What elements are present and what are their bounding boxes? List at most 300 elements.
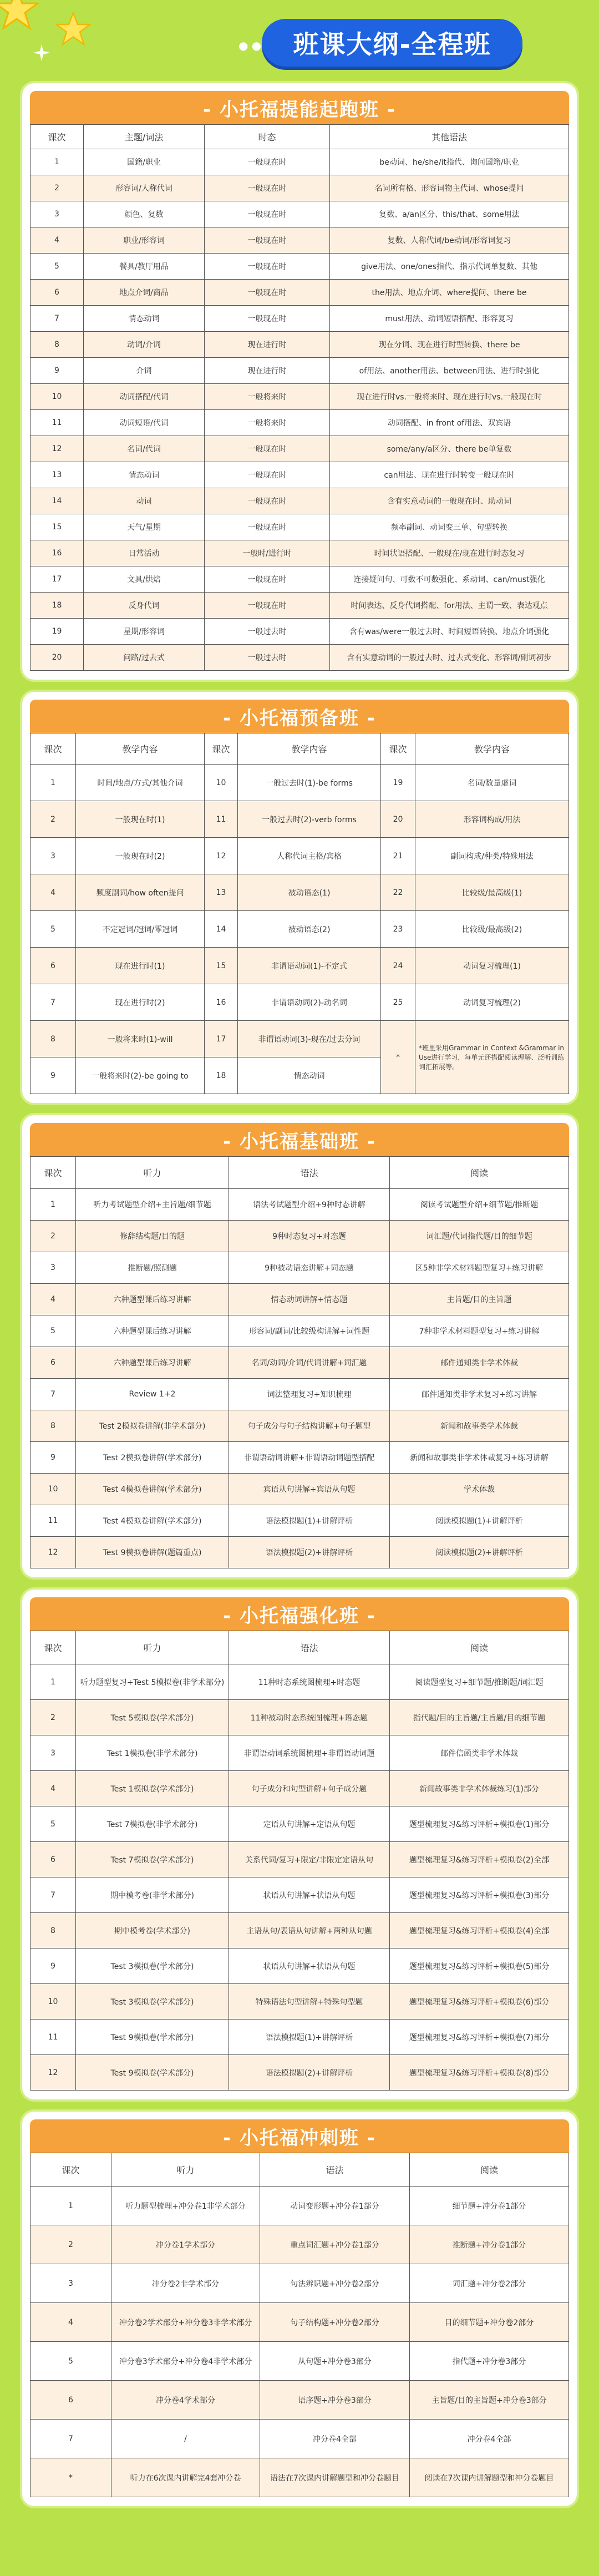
table-cell: 冲分卷3学术部分+冲分卷4非学术部分 (111, 2342, 260, 2381)
table-cell: 题型梳理复习&练习评析+模拟卷(1)部分 (390, 1806, 569, 1842)
table-cell: 副词构成/种类/特殊用法 (415, 838, 569, 874)
table-cell: 冲分卷2学术部分+冲分卷3非学术部分 (111, 2303, 260, 2342)
table-cell: 7 (31, 1877, 76, 1913)
table-cell: 重点词汇题+冲分卷1部分 (260, 2225, 410, 2264)
table-cell: 情态动词 (84, 462, 205, 488)
table-cell: 8 (31, 1913, 76, 1949)
table-cell: 3 (31, 1252, 76, 1284)
table-cell: 语法在7次课内讲解题型和冲分卷题目 (260, 2458, 410, 2497)
table-cell: 修辞结构题/目的题 (76, 1221, 229, 1252)
table-row (31, 306, 569, 332)
table-cell: 听力考试题型介绍+主旨题/细节题 (76, 1189, 229, 1221)
table-cell: 情态动词 (84, 306, 205, 332)
table-cell: 词法整理复习+知识梳理 (229, 1379, 390, 1410)
table-row (31, 1877, 569, 1913)
table-cell: Test 2模拟卷讲解(学术部分) (76, 1442, 229, 1474)
table-cell: 现在进行时 (205, 358, 330, 384)
table-cell: 动词 (84, 488, 205, 514)
star-icon (55, 11, 91, 47)
table-row (31, 619, 569, 645)
table-cell: 地点介词/商品 (84, 280, 205, 306)
table-cell: 句子成分和句型讲解+句子成分题 (229, 1771, 390, 1806)
table-cell: 语法模拟题(1)+讲解评析 (229, 2020, 390, 2055)
table-cell: 12 (205, 838, 238, 874)
table-cell: 一般现在时 (205, 149, 330, 175)
section-qianghua (22, 1590, 577, 2099)
table-row (31, 801, 569, 838)
table-cell: 反身代词 (84, 593, 205, 619)
table-cell: 冲分卷4全部 (260, 2420, 410, 2458)
table-row (31, 1442, 569, 1474)
table-cell: 14 (31, 488, 84, 514)
title-pill (262, 19, 522, 67)
table-cell: 4 (31, 227, 84, 254)
table-cell: 听力题型复习+Test 5模拟卷(非学术部分) (76, 1664, 229, 1700)
table-header-row (31, 733, 569, 765)
table-cell: 比较级/最高级(1) (415, 874, 569, 911)
table-cell: 频率副词、动词变三单、句型转换 (330, 514, 569, 540)
table-cell: Test 5模拟卷(学术部分) (76, 1700, 229, 1735)
table-cell: 问路/过去式 (84, 645, 205, 671)
table-row (31, 280, 569, 306)
table-cell: 指代题/目的主旨题/主旨题/目的细节题 (390, 1700, 569, 1735)
section-tiqi (22, 83, 577, 680)
section-title: - 小托福强化班 - (30, 1597, 569, 1631)
table-cell: 一般现在时 (205, 254, 330, 280)
table-cell: 天气/星期 (84, 514, 205, 540)
table-cell: 主语从句/表语从句讲解+两种从句题 (229, 1913, 390, 1949)
column-header: 课次 (381, 733, 415, 765)
table-row (31, 593, 569, 619)
table-cell: 题型梳理复习&练习评析+模拟卷(3)部分 (390, 1877, 569, 1913)
table-cell: 5 (31, 1315, 76, 1347)
column-header: 课次 (31, 2153, 111, 2187)
table-cell: 听力在6次课内讲解完4套冲分卷 (111, 2458, 260, 2497)
column-header: 教学内容 (76, 733, 205, 765)
table-cell: 非谓语动词(3)-现在/过去分词 (238, 1021, 381, 1057)
table-cell: 比较级/最高级(2) (415, 911, 569, 948)
table-cell: 主旨题/目的主旨题 (390, 1284, 569, 1315)
table-cell: 10 (205, 765, 238, 801)
table-cell: 一般过去时(1)-be forms (238, 765, 381, 801)
table-cell: 一般现在时(2) (76, 838, 205, 874)
table-cell: 22 (381, 874, 415, 911)
table-cell: 名词/数量虚词 (415, 765, 569, 801)
table-cell: 语法模拟题(1)+讲解评析 (229, 1505, 390, 1537)
table-cell: 2 (31, 175, 84, 201)
table-cell: 从句题+冲分卷3部分 (260, 2342, 410, 2381)
table-row (31, 227, 569, 254)
table-cell: 20 (31, 645, 84, 671)
table-cell: 日常活动 (84, 540, 205, 566)
table-cell: 一般时/进行时 (205, 540, 330, 566)
table-cell: 新闻和故事类非学术体裁复习+练习讲解 (390, 1442, 569, 1474)
table-header-row (31, 1631, 569, 1664)
table-cell: 2 (31, 801, 76, 838)
table-header-row (31, 125, 569, 149)
table-cell: 一般现在时 (205, 436, 330, 462)
table-cell: 邮件通知类非学术复习+练习讲解 (390, 1379, 569, 1410)
table-cell: 现在进行时(1) (76, 948, 205, 984)
table-cell: / (111, 2420, 260, 2458)
column-header: 教学内容 (238, 733, 381, 765)
table-cell: 被动语态(1) (238, 874, 381, 911)
table-cell: 一般现在时 (205, 593, 330, 619)
table-row (31, 911, 569, 948)
table-cell: the用法、地点介词、where提问、there be (330, 280, 569, 306)
table-cell: 15 (31, 514, 84, 540)
table-cell: 2 (31, 1700, 76, 1735)
syllabus-table (30, 124, 569, 671)
table-cell: 时间状语搭配、一般现在/现在进行时态复习 (330, 540, 569, 566)
table-cell: 语序题+冲分卷3部分 (260, 2381, 410, 2420)
table-cell: 一般现在时 (205, 227, 330, 254)
table-note: *班里采用Grammar in Context &Grammar in Use进行学习，每单元还搭配阅读理解、泛听训练词汇拓展等。 (415, 1021, 569, 1094)
table-cell: 邮件通知类非学术体裁 (390, 1347, 569, 1379)
table-cell: Test 1模拟卷(非学术部分) (76, 1735, 229, 1771)
table-row (31, 838, 569, 874)
table-cell: 5 (31, 1806, 76, 1842)
table-cell: 一般现在时 (205, 566, 330, 593)
table-row (31, 2420, 569, 2458)
table-cell: 学术体裁 (390, 1474, 569, 1505)
table-cell: 状语从句讲解+状语从句题 (229, 1877, 390, 1913)
table-cell: 动词搭配、in front of用法、双宾语 (330, 410, 569, 436)
table-cell: 新闻故事类非学术体裁练习(1)部分 (390, 1771, 569, 1806)
column-header: 其他语法 (330, 125, 569, 149)
table-row (31, 1949, 569, 1984)
table-cell: 1 (31, 1664, 76, 1700)
table-cell: 定语从句讲解+定语从句题 (229, 1806, 390, 1842)
table-cell: 不定冠词/冠词/零冠词 (76, 911, 205, 948)
table-cell: 推断题/照测题 (76, 1252, 229, 1284)
table-row (31, 540, 569, 566)
table-cell: 11 (31, 1505, 76, 1537)
sparkle-icon (33, 44, 50, 61)
table-row (31, 2020, 569, 2055)
column-header: 听力 (111, 2153, 260, 2187)
table-cell: 6 (31, 948, 76, 984)
table-cell: 情态动词 (238, 1057, 381, 1094)
table-cell: 现在进行时vs.一般将来时、现在进行时vs.一般现在时 (330, 384, 569, 410)
table-cell: 动词搭配/代词 (84, 384, 205, 410)
section-title: - 小托福冲刺班 - (30, 2119, 569, 2153)
table-cell: 8 (31, 1410, 76, 1442)
table-cell: 句子成分与句子结构讲解+句子题型 (229, 1410, 390, 1442)
table-cell: 10 (31, 1474, 76, 1505)
table-cell: 人称代词主格/宾格 (238, 838, 381, 874)
table-cell: 1 (31, 2187, 111, 2225)
table-row (31, 149, 569, 175)
table-cell: 19 (381, 765, 415, 801)
table-cell: 餐具/教厅用品 (84, 254, 205, 280)
table-row (31, 1379, 569, 1410)
table-row (31, 488, 569, 514)
table-row (31, 1284, 569, 1315)
table-cell: 7种非学术材料题型复习+练习讲解 (390, 1315, 569, 1347)
table-cell: 一般现在时 (205, 462, 330, 488)
table-cell: 阅读模拟题(1)+讲解评析 (390, 1505, 569, 1537)
table-cell: 一般现在时 (205, 201, 330, 227)
column-header: 听力 (76, 1157, 229, 1189)
table-row (31, 410, 569, 436)
table-cell: 16 (31, 540, 84, 566)
table-row (31, 1189, 569, 1221)
table-cell: some/any/a区分、there be单复数 (330, 436, 569, 462)
table-cell: 特殊语法句型讲解+特殊句型题 (229, 1984, 390, 2020)
column-header: 语法 (229, 1631, 390, 1664)
table-cell: 题型梳理复习&练习评析+模拟卷(5)部分 (390, 1949, 569, 1984)
table-cell: 非谓语动词系统图梳理+非谓语动词题 (229, 1735, 390, 1771)
table-cell: 6 (31, 2381, 111, 2420)
column-header: 听力 (76, 1631, 229, 1664)
column-header: 阅读 (390, 1157, 569, 1189)
table-cell: 冲分卷2非学术部分 (111, 2264, 260, 2303)
table-cell: 形容词/人称代词 (84, 175, 205, 201)
column-header: 阅读 (410, 2153, 569, 2187)
table-cell: 一般现在时 (205, 280, 330, 306)
table-row (31, 201, 569, 227)
column-header: 课次 (31, 1631, 76, 1664)
table-cell: 区5种非学术材料题型复习+练习讲解 (390, 1252, 569, 1284)
table-row (31, 1315, 569, 1347)
column-header: 教学内容 (415, 733, 569, 765)
table-cell: 16 (205, 984, 238, 1021)
table-cell: 含有was/were一般过去时、时间短语转换、地点介词强化 (330, 619, 569, 645)
table-row (31, 948, 569, 984)
table-header-row (31, 1157, 569, 1189)
table-cell: 21 (381, 838, 415, 874)
column-header: 课次 (31, 1157, 76, 1189)
table-cell: 一般将来时 (205, 384, 330, 410)
table-row (31, 254, 569, 280)
table-cell: 现在分词、现在进行时型转换、there be (330, 332, 569, 358)
table-row (31, 332, 569, 358)
table-row (31, 2187, 569, 2225)
table-cell: be动词、he/she/it指代、询问国籍/职业 (330, 149, 569, 175)
table-cell: 14 (205, 911, 238, 948)
table-cell: 一般将来时 (205, 410, 330, 436)
table-cell: 星期/形容词 (84, 619, 205, 645)
table-cell: 频度副词/how often提问 (76, 874, 205, 911)
table-row (31, 566, 569, 593)
table-cell: 20 (381, 801, 415, 838)
table-cell: 语法模拟题(2)+讲解评析 (229, 2055, 390, 2091)
table-cell: 11种时态系统图梳理+时态题 (229, 1664, 390, 1700)
table-cell: 期中模考卷(学术部分) (76, 1913, 229, 1949)
table-row (31, 2225, 569, 2264)
section-yubei (22, 692, 577, 1103)
table-cell: 10 (31, 384, 84, 410)
section-title: - 小托福提能起跑班 - (30, 91, 569, 124)
table-row (31, 2303, 569, 2342)
table-cell: Test 1模拟卷(学术部分) (76, 1771, 229, 1806)
table-cell: 推断题+冲分卷1部分 (410, 2225, 569, 2264)
table-row (31, 2342, 569, 2381)
table-cell: 10 (31, 1984, 76, 2020)
table-cell: 1 (31, 765, 76, 801)
column-header: 阅读 (390, 1631, 569, 1664)
table-row (31, 645, 569, 671)
table-cell: 阅读题型复习+细节题/推断题/词汇题 (390, 1664, 569, 1700)
table-row (31, 175, 569, 201)
table-cell: 15 (205, 948, 238, 984)
table-cell: 3 (31, 201, 84, 227)
table-cell: 1 (31, 149, 84, 175)
table-cell: 目的细节题+冲分卷2部分 (410, 2303, 569, 2342)
page-title: 班课大纲-全程班 (293, 29, 491, 59)
table-cell: 12 (31, 2055, 76, 2091)
table-cell: 复数、人称代词/be动词/形容词复习 (330, 227, 569, 254)
table-cell: 非谓语动词讲解+非谓语动词题型搭配 (229, 1442, 390, 1474)
table-cell: 12 (31, 1537, 76, 1568)
table-cell: 颜色、复数 (84, 201, 205, 227)
table-row (31, 1252, 569, 1284)
table-cell: 阅读在7次课内讲解题型和冲分卷题目 (410, 2458, 569, 2497)
table-cell: 18 (205, 1057, 238, 1094)
table-cell: 一般现在时 (205, 175, 330, 201)
table-row (31, 1505, 569, 1537)
table-cell: 13 (205, 874, 238, 911)
table-row (31, 1021, 569, 1057)
table-cell: 9种被动语态讲解+词态题 (229, 1252, 390, 1284)
table-cell: 动词复习梳理(1) (415, 948, 569, 984)
table-cell: 4 (31, 1771, 76, 1806)
table-cell: 现在进行时 (205, 332, 330, 358)
section-title: - 小托福预备班 - (30, 700, 569, 733)
table-cell: 动词变形题+冲分卷1部分 (260, 2187, 410, 2225)
syllabus-table (30, 1631, 569, 2091)
table-cell: 时间表达、反身代词搭配、for用法、主谓一致、表达观点 (330, 593, 569, 619)
table-row (31, 358, 569, 384)
table-cell: 动词复习梳理(2) (415, 984, 569, 1021)
table-cell: 职业/形容词 (84, 227, 205, 254)
table-cell: 6 (31, 1347, 76, 1379)
table-cell: 6 (31, 1842, 76, 1877)
table-cell: 19 (31, 619, 84, 645)
table-row (31, 1347, 569, 1379)
table-cell: 8 (31, 332, 84, 358)
table-cell: 2 (31, 1221, 76, 1252)
column-header: 主题/词法 (84, 125, 205, 149)
table-row (31, 436, 569, 462)
table-cell: 9 (31, 358, 84, 384)
table-cell: Test 9模拟卷讲解(题篇重点) (76, 1537, 229, 1568)
table-row (31, 384, 569, 410)
column-header: 课次 (205, 733, 238, 765)
table-cell: Test 3模拟卷(学术部分) (76, 1949, 229, 1984)
table-row (31, 1700, 569, 1735)
table-cell: 介词 (84, 358, 205, 384)
table-cell: 含有实意动词的一般现在时、助动词 (330, 488, 569, 514)
table-row (31, 1806, 569, 1842)
table-cell: 主旨题/目的主旨题+冲分卷3部分 (410, 2381, 569, 2420)
table-cell: 8 (31, 1021, 76, 1057)
table-cell: 3 (31, 2264, 111, 2303)
table-cell: 一般过去时(2)-verb forms (238, 801, 381, 838)
table-cell: 情态动词讲解+情态题 (229, 1284, 390, 1315)
table-cell: 一般过去时 (205, 619, 330, 645)
decor-dots: ● ● (238, 39, 262, 52)
table-cell: 25 (381, 984, 415, 1021)
table-cell: 阅读模拟题(2)+讲解评析 (390, 1537, 569, 1568)
table-cell: 句法辨识题+冲分卷2部分 (260, 2264, 410, 2303)
table-row (31, 2055, 569, 2091)
table-cell: 动词/介词 (84, 332, 205, 358)
table-cell: 非谓语动词(2)-动名词 (238, 984, 381, 1021)
table-cell: 关系代词/复习+限定/非限定定语从句 (229, 1842, 390, 1877)
table-row (31, 2381, 569, 2420)
table-row (31, 1735, 569, 1771)
table-cell: Test 7模拟卷(学术部分) (76, 1842, 229, 1877)
table-row (31, 514, 569, 540)
table-cell: 3 (31, 1735, 76, 1771)
table-cell: 六种题型课后练习讲解 (76, 1284, 229, 1315)
table-cell: 18 (31, 593, 84, 619)
table-cell: Test 9模拟卷(学术部分) (76, 2055, 229, 2091)
table-cell: 六种题型课后练习讲解 (76, 1315, 229, 1347)
table-cell: 名词所有格、形容词物主代词、whose提问 (330, 175, 569, 201)
table-cell: give用法、one/ones指代、指示代词单复数、其他 (330, 254, 569, 280)
syllabus-table (30, 733, 569, 1094)
table-cell: 5 (31, 911, 76, 948)
table-cell: 语法考试题型介绍+9种时态讲解 (229, 1189, 390, 1221)
table-cell: 6 (31, 280, 84, 306)
table-cell: 4 (31, 2303, 111, 2342)
table-row (31, 1984, 569, 2020)
table-cell: 复数、a/an区分、this/that、some用法 (330, 201, 569, 227)
table-row (31, 1410, 569, 1442)
table-cell: 题型梳理复习&练习评析+模拟卷(4)全部 (390, 1913, 569, 1949)
table-cell: 9 (31, 1442, 76, 1474)
table-cell: 17 (31, 566, 84, 593)
table-cell: 1 (31, 1189, 76, 1221)
table-cell: 六种题型课后练习讲解 (76, 1347, 229, 1379)
table-row (31, 1771, 569, 1806)
table-header-row (31, 2153, 569, 2187)
table-cell: 2 (31, 2225, 111, 2264)
table-cell: 指代题+冲分卷3部分 (410, 2342, 569, 2381)
table-cell: 11种被动时态系统图梳理+语态题 (229, 1700, 390, 1735)
section-title: - 小托福基础班 - (30, 1123, 569, 1156)
table-cell: 题型梳理复习&练习评析+模拟卷(7)部分 (390, 2020, 569, 2055)
table-cell: 一般现在时 (205, 306, 330, 332)
table-cell: 11 (31, 410, 84, 436)
table-cell: must用法、动词短语搭配、形容复习 (330, 306, 569, 332)
table-cell: 题型梳理复习&练习评析+模拟卷(6)部分 (390, 1984, 569, 2020)
table-cell: 冲分卷1学术部分 (111, 2225, 260, 2264)
table-cell: 连接疑问句、可数不可数强化、系动词、can/must强化 (330, 566, 569, 593)
table-row (31, 1842, 569, 1877)
table-cell: Test 4模拟卷讲解(学术部分) (76, 1474, 229, 1505)
table-cell: 11 (205, 801, 238, 838)
column-header: 课次 (31, 125, 84, 149)
table-row (31, 1474, 569, 1505)
table-row (31, 1537, 569, 1568)
table-row (31, 2458, 569, 2497)
table-cell: 23 (381, 911, 415, 948)
table-cell: 9 (31, 1057, 76, 1094)
table-row (31, 765, 569, 801)
table-cell: 国籍/职业 (84, 149, 205, 175)
table-cell: 一般将来时(1)-will (76, 1021, 205, 1057)
table-cell: 被动语态(2) (238, 911, 381, 948)
table-cell: 期中模考卷(非学术部分) (76, 1877, 229, 1913)
table-cell: 一般现在时 (205, 488, 330, 514)
table-cell: 宾语从句讲解+宾语从句题 (229, 1474, 390, 1505)
table-cell: 一般现在时 (205, 514, 330, 540)
table-row (31, 1664, 569, 1700)
